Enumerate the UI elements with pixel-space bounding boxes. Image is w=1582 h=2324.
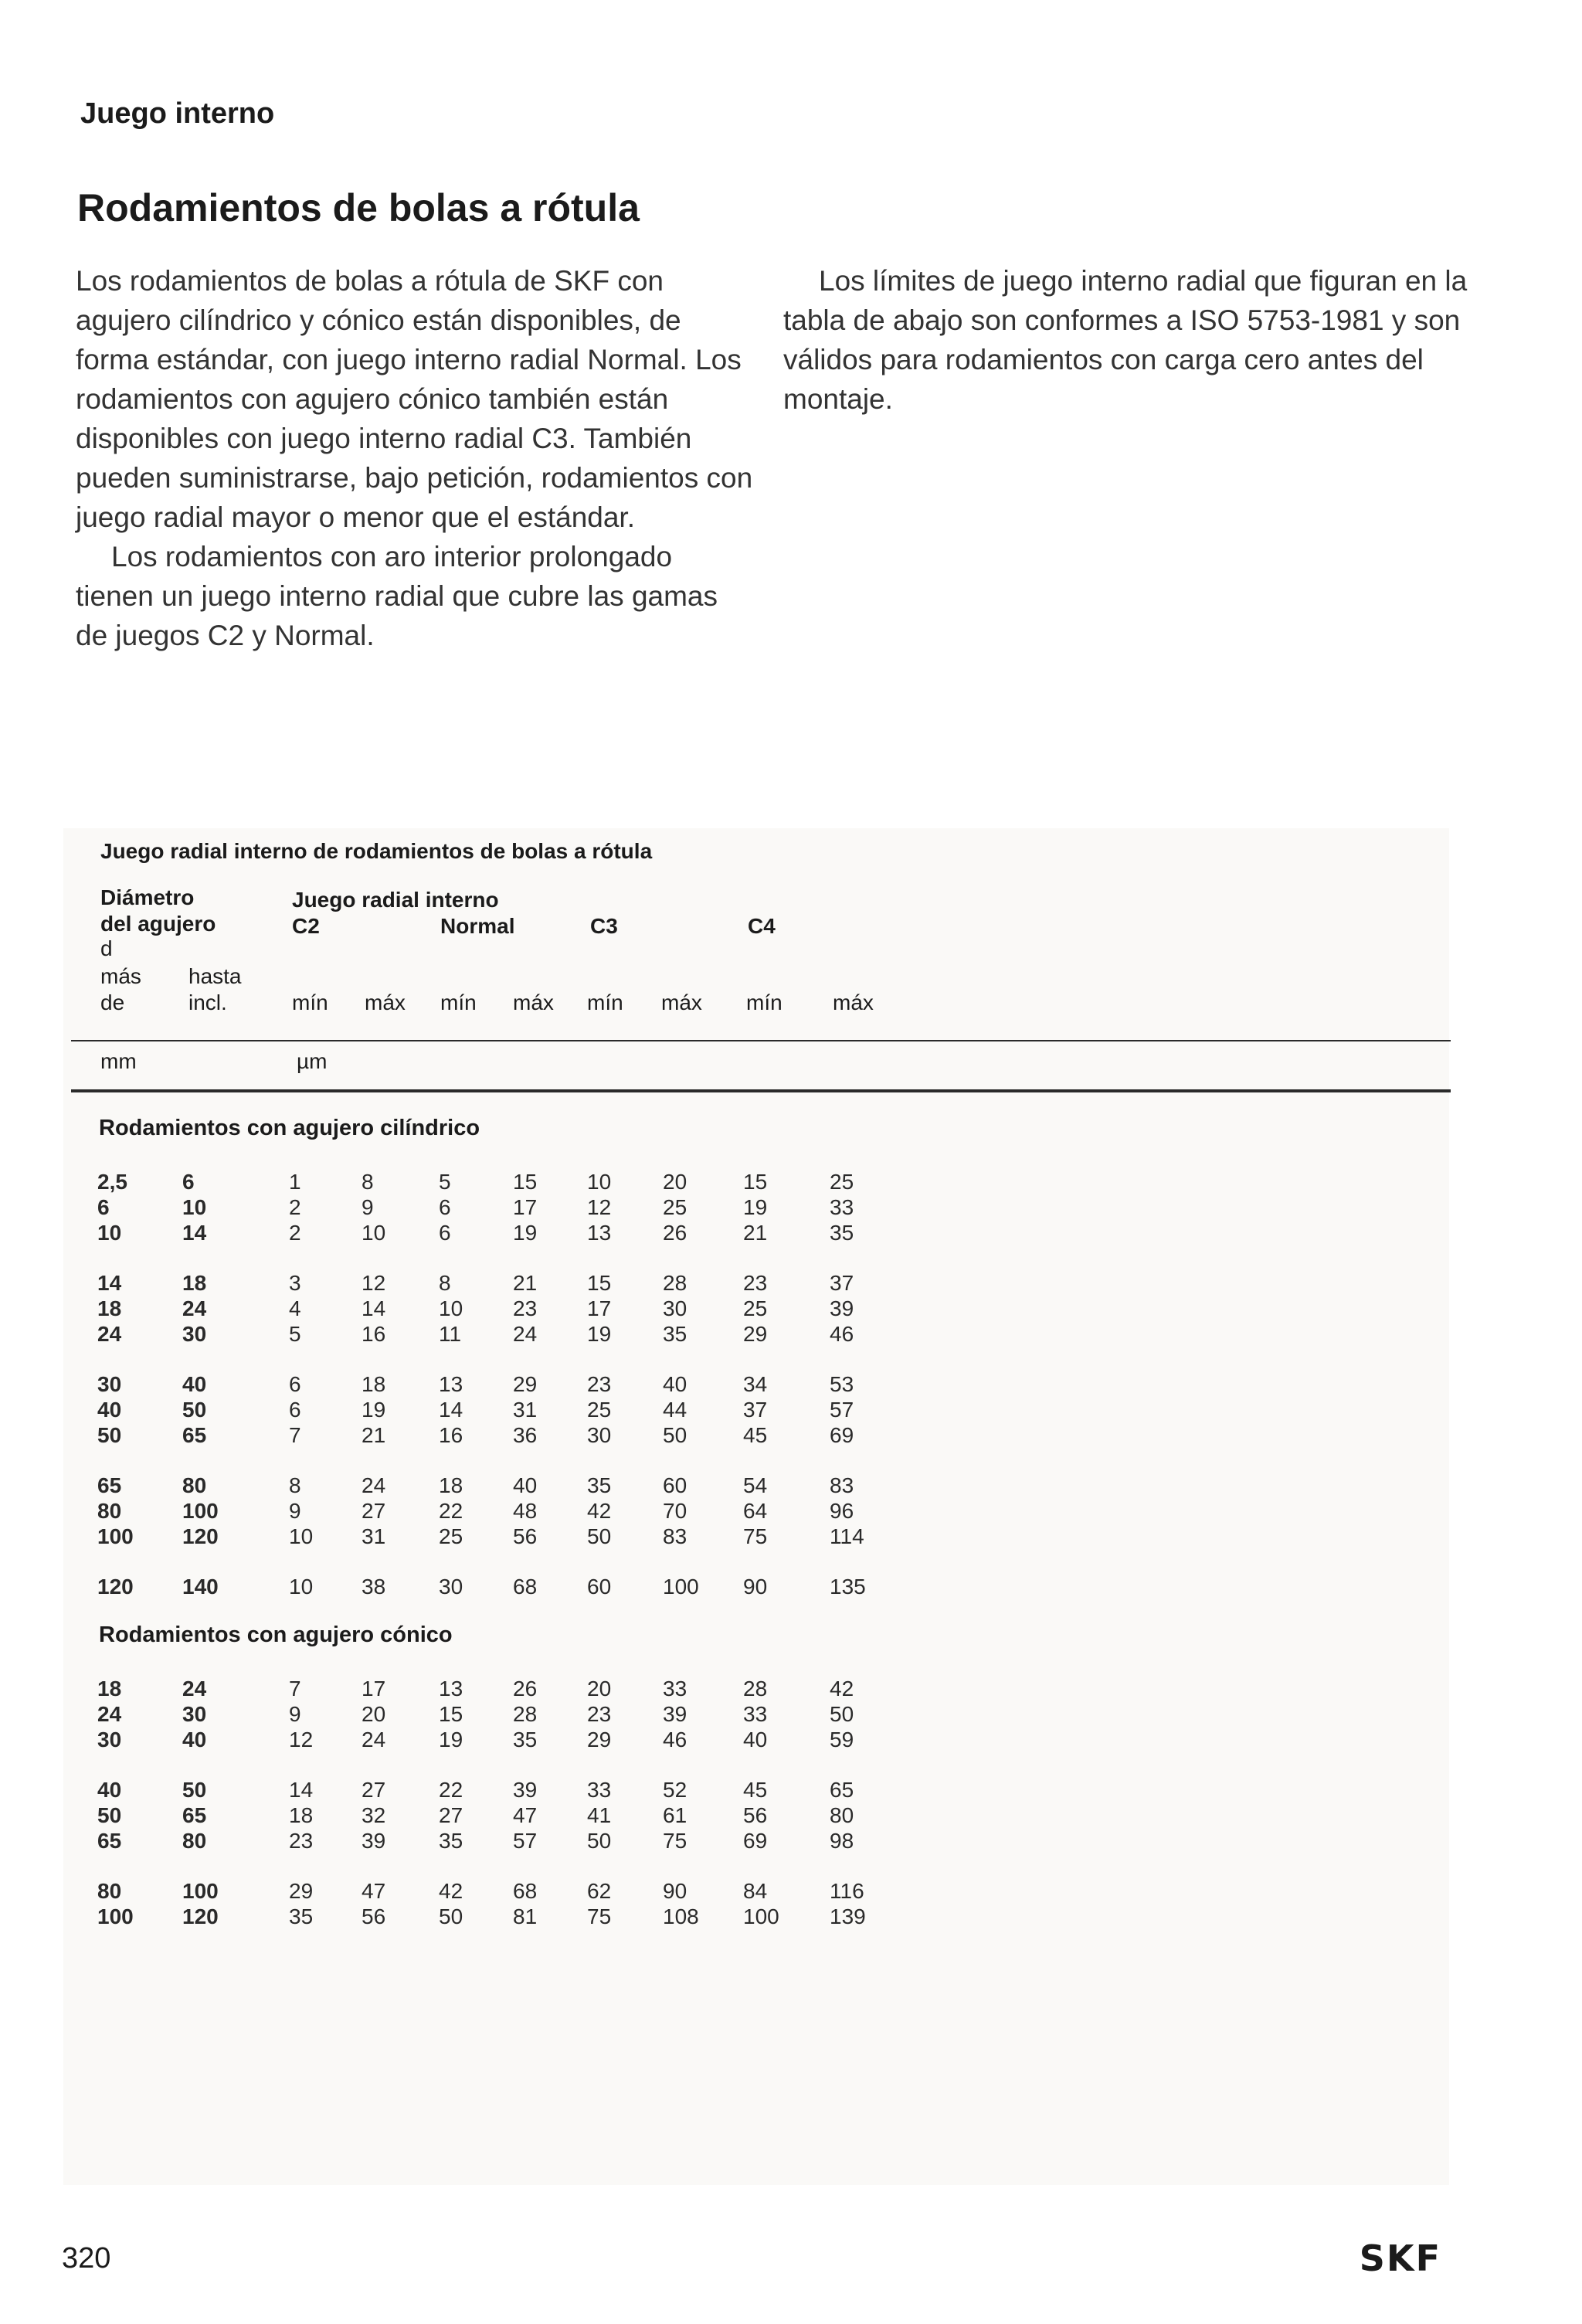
clearance-cell: 10 [289, 1524, 314, 1548]
clearance-cell: 29 [289, 1879, 314, 1903]
clearance-cell: 50 [663, 1423, 687, 1447]
clearance-cell: 40 [513, 1473, 538, 1497]
table-title: Juego radial interno de rodamientos de bolas a rótula [100, 839, 653, 863]
clearance-cell: 20 [663, 1170, 687, 1194]
clearance-cell: 60 [587, 1575, 612, 1599]
clearance-cell: 52 [663, 1778, 687, 1802]
clearance-cell: 2 [289, 1195, 301, 1219]
bore-diameter-cell: 65 [182, 1803, 207, 1827]
bore-diameter-cell: 24 [97, 1322, 122, 1346]
header-subcolumn: máx [513, 990, 554, 1014]
header-subcolumn: mín [292, 990, 328, 1014]
clearance-cell: 23 [513, 1296, 538, 1320]
clearance-cell: 3 [289, 1271, 301, 1295]
clearance-cell: 36 [513, 1423, 538, 1447]
clearance-cell: 80 [830, 1803, 854, 1827]
header-clearance: Juego radial interno [292, 888, 499, 912]
clearance-cell: 114 [830, 1524, 864, 1548]
clearance-cell: 28 [663, 1271, 687, 1295]
clearance-cell: 8 [439, 1271, 451, 1295]
clearance-cell: 90 [663, 1879, 687, 1903]
clearance-cell: 47 [362, 1879, 386, 1903]
clearance-cell: 69 [830, 1423, 854, 1447]
clearance-cell: 33 [663, 1677, 687, 1701]
clearance-cell: 15 [743, 1170, 768, 1194]
clearance-cell: 19 [743, 1195, 768, 1219]
bore-diameter-cell: 40 [97, 1778, 122, 1802]
clearance-cell: 35 [830, 1221, 854, 1245]
clearance-cell: 50 [587, 1829, 612, 1853]
section-heading: Rodamientos con agujero cónico [99, 1622, 453, 1647]
header-group-normal: Normal [440, 914, 515, 938]
bore-diameter-cell: 80 [182, 1829, 207, 1853]
header-subcolumn: mín [587, 990, 623, 1014]
bore-diameter-cell: 30 [182, 1322, 207, 1346]
clearance-cell: 7 [289, 1677, 301, 1701]
bore-diameter-cell: 18 [97, 1296, 122, 1320]
bore-diameter-cell: 80 [97, 1499, 122, 1523]
bore-diameter-cell: 40 [182, 1728, 207, 1751]
bore-diameter-cell: 30 [97, 1372, 122, 1396]
clearance-cell: 15 [513, 1170, 538, 1194]
clearance-cell: 29 [587, 1728, 612, 1751]
clearance-cell: 30 [663, 1296, 687, 1320]
clearance-cell: 42 [830, 1677, 854, 1701]
clearance-cell: 48 [513, 1499, 538, 1523]
clearance-cell: 9 [289, 1499, 301, 1523]
clearance-cell: 23 [743, 1271, 768, 1295]
clearance-cell: 16 [439, 1423, 463, 1447]
bore-diameter-cell: 24 [97, 1702, 122, 1726]
clearance-cell: 6 [289, 1398, 301, 1422]
intro-paragraph: Los rodamientos con aro interior prolongado tienen un juego interno radial que cubre las gamas de juegos C2 y Normal. [76, 541, 718, 651]
clearance-cell: 22 [439, 1778, 463, 1802]
clearance-cell: 37 [830, 1271, 854, 1295]
clearance-cell: 38 [362, 1575, 386, 1599]
clearance-cell: 35 [513, 1728, 538, 1751]
clearance-cell: 28 [513, 1702, 538, 1726]
clearance-cell: 10 [439, 1296, 463, 1320]
clearance-cell: 14 [439, 1398, 463, 1422]
bore-diameter-cell: 30 [97, 1728, 122, 1751]
clearance-cell: 47 [513, 1803, 538, 1827]
clearance-cell: 6 [289, 1372, 301, 1396]
section-heading: Rodamientos con agujero cilíndrico [99, 1116, 480, 1140]
bore-diameter-cell: 50 [97, 1423, 122, 1447]
section-label: Juego interno [80, 97, 275, 130]
bore-diameter-cell: 10 [97, 1221, 122, 1245]
clearance-cell: 100 [743, 1904, 779, 1928]
clearance-cell: 10 [587, 1170, 612, 1194]
header-incl: incl. [188, 990, 227, 1014]
clearance-cell: 35 [663, 1322, 687, 1346]
clearance-cell: 45 [743, 1423, 768, 1447]
clearance-cell: 26 [663, 1221, 687, 1245]
clearance-cell: 33 [587, 1778, 612, 1802]
clearance-cell: 98 [830, 1829, 854, 1853]
bore-diameter-cell: 40 [182, 1372, 207, 1396]
header-group-c4: C4 [748, 914, 776, 938]
clearance-cell: 39 [830, 1296, 854, 1320]
clearance-cell: 15 [439, 1702, 463, 1726]
clearance-cell: 25 [830, 1170, 854, 1194]
clearance-cell: 40 [663, 1372, 687, 1396]
header-group-c3: C3 [590, 914, 618, 938]
clearance-cell: 21 [743, 1221, 768, 1245]
clearance-cell: 11 [439, 1322, 462, 1346]
clearance-cell: 1 [289, 1170, 301, 1194]
clearance-cell: 26 [513, 1677, 538, 1701]
clearance-cell: 57 [830, 1398, 854, 1422]
clearance-cell: 25 [439, 1524, 463, 1548]
bore-diameter-cell: 50 [182, 1398, 207, 1422]
intro-right-column [783, 261, 1478, 419]
clearance-cell: 16 [362, 1322, 386, 1346]
intro-paragraph: Los rodamientos de bolas a rótula de SKF con agujero cilíndrico y cónico están disponibles, de forma estándar, con juego interno radial Normal. Los rodamientos con agujero cónico también están disponibles con juego interno radial C3. También pueden suministrarse, bajo petición, rodamientos con juego radial mayor o menor que el estándar. [76, 265, 753, 533]
clearance-cell: 39 [513, 1778, 538, 1802]
clearance-cell: 5 [289, 1322, 301, 1346]
clearance-cell: 108 [663, 1904, 699, 1928]
clearance-cell: 70 [663, 1499, 687, 1523]
clearance-cell: 31 [513, 1398, 538, 1422]
clearance-cell: 50 [587, 1524, 612, 1548]
bore-diameter-cell: 14 [97, 1271, 122, 1295]
bore-diameter-cell: 100 [97, 1904, 134, 1928]
clearance-cell: 24 [362, 1473, 386, 1497]
clearance-cell: 27 [439, 1803, 463, 1827]
bore-diameter-cell: 50 [182, 1778, 207, 1802]
header-bore: del agujero [100, 912, 216, 936]
body-rule [71, 1089, 1451, 1092]
clearance-cell: 62 [587, 1879, 612, 1903]
header-diameter: Diámetro [100, 885, 195, 909]
clearance-cell: 35 [587, 1473, 612, 1497]
header-de: de [100, 990, 125, 1014]
clearance-cell: 19 [587, 1322, 612, 1346]
clearance-cell: 29 [513, 1372, 538, 1396]
clearance-cell: 135 [830, 1575, 866, 1599]
clearance-cell: 19 [439, 1728, 463, 1751]
clearance-cell: 9 [289, 1702, 301, 1726]
clearance-cell: 14 [289, 1778, 314, 1802]
clearance-cell: 90 [743, 1575, 768, 1599]
clearance-cell: 12 [587, 1195, 612, 1219]
clearance-cell: 19 [362, 1398, 386, 1422]
header-subcolumn: máx [365, 990, 406, 1014]
clearance-cell: 96 [830, 1499, 854, 1523]
clearance-cell: 81 [513, 1904, 538, 1928]
header-subcolumn: máx [661, 990, 702, 1014]
clearance-cell: 17 [513, 1195, 538, 1219]
clearance-cell: 39 [362, 1829, 386, 1853]
bore-diameter-cell: 100 [182, 1499, 219, 1523]
clearance-cell: 83 [830, 1473, 854, 1497]
bore-diameter-cell: 65 [97, 1473, 122, 1497]
clearance-cell: 9 [362, 1195, 374, 1219]
clearance-cell: 35 [289, 1904, 314, 1928]
clearance-cell: 20 [362, 1702, 386, 1726]
clearance-cell: 100 [663, 1575, 699, 1599]
clearance-cell: 18 [362, 1372, 386, 1396]
clearance-cell: 57 [513, 1829, 538, 1853]
clearance-cell: 28 [743, 1677, 768, 1701]
clearance-cell: 12 [289, 1728, 314, 1751]
clearance-cell: 35 [439, 1829, 463, 1853]
clearance-cell: 27 [362, 1499, 386, 1523]
bore-diameter-cell: 120 [97, 1575, 134, 1599]
clearance-cell: 31 [362, 1524, 386, 1548]
page-title: Rodamientos de bolas a rótula [77, 186, 640, 229]
clearance-cell: 30 [587, 1423, 612, 1447]
bore-diameter-cell: 24 [182, 1296, 207, 1320]
clearance-cell: 6 [439, 1195, 451, 1219]
clearance-cell: 6 [439, 1221, 451, 1245]
clearance-cell: 13 [587, 1221, 612, 1245]
bore-diameter-cell: 24 [182, 1677, 207, 1701]
bore-diameter-cell: 30 [182, 1702, 207, 1726]
clearance-cell: 37 [743, 1398, 768, 1422]
clearance-cell: 75 [587, 1904, 612, 1928]
clearance-cell: 2 [289, 1221, 301, 1245]
bore-diameter-cell: 14 [182, 1221, 207, 1245]
clearance-cell: 18 [289, 1803, 314, 1827]
clearance-cell: 8 [289, 1473, 301, 1497]
clearance-cell: 20 [587, 1677, 612, 1701]
clearance-cell: 116 [830, 1879, 864, 1903]
clearance-cell: 54 [743, 1473, 768, 1497]
header-mas: más [100, 964, 141, 988]
header-group-c2: C2 [292, 914, 320, 938]
clearance-cell: 139 [830, 1904, 866, 1928]
clearance-cell: 23 [289, 1829, 314, 1853]
header-hasta: hasta [188, 964, 242, 988]
clearance-cell: 83 [663, 1524, 687, 1548]
clearance-cell: 56 [362, 1904, 386, 1928]
clearance-cell: 25 [663, 1195, 687, 1219]
clearance-cell: 69 [743, 1829, 768, 1853]
bore-diameter-cell: 40 [97, 1398, 122, 1422]
bore-diameter-cell: 65 [97, 1829, 122, 1853]
header-subcolumn: máx [833, 990, 874, 1014]
clearance-cell: 41 [587, 1803, 612, 1827]
clearance-cell: 8 [362, 1170, 374, 1194]
clearance-cell: 21 [513, 1271, 538, 1295]
clearance-cell: 68 [513, 1879, 538, 1903]
clearance-cell: 60 [663, 1473, 687, 1497]
clearance-cell: 4 [289, 1296, 301, 1320]
clearance-cell: 13 [439, 1677, 463, 1701]
skf-logo: SKF [1359, 2237, 1441, 2279]
bore-diameter-cell: 80 [97, 1879, 122, 1903]
clearance-cell: 22 [439, 1499, 463, 1523]
bore-diameter-cell: 50 [97, 1803, 122, 1827]
header-d-symbol: d [100, 936, 113, 960]
bore-diameter-cell: 120 [182, 1904, 219, 1928]
bore-diameter-cell: 80 [182, 1473, 207, 1497]
bore-diameter-cell: 18 [97, 1677, 122, 1701]
header-subcolumn: mín [746, 990, 783, 1014]
clearance-cell: 25 [587, 1398, 612, 1422]
clearance-cell: 46 [663, 1728, 687, 1751]
clearance-cell: 25 [743, 1296, 768, 1320]
clearance-cell: 53 [830, 1372, 854, 1396]
clearance-cell: 42 [587, 1499, 612, 1523]
clearance-cell: 42 [439, 1879, 463, 1903]
bore-diameter-cell: 65 [182, 1423, 207, 1447]
clearance-cell: 24 [513, 1322, 538, 1346]
header-subcolumn: mín [440, 990, 477, 1014]
clearance-cell: 15 [587, 1271, 612, 1295]
header-rule [71, 1040, 1451, 1041]
bore-diameter-cell: 100 [182, 1879, 219, 1903]
clearance-cell: 7 [289, 1423, 301, 1447]
clearance-cell: 23 [587, 1372, 612, 1396]
clearance-cell: 40 [743, 1728, 768, 1751]
clearance-cell: 50 [439, 1904, 463, 1928]
clearance-cell: 56 [743, 1803, 768, 1827]
bore-diameter-cell: 6 [182, 1170, 195, 1194]
clearance-cell: 14 [362, 1296, 386, 1320]
clearance-cell: 17 [587, 1296, 612, 1320]
bore-diameter-cell: 6 [97, 1195, 110, 1219]
clearance-cell: 68 [513, 1575, 538, 1599]
clearance-cell: 13 [439, 1372, 463, 1396]
clearance-cell: 44 [663, 1398, 687, 1422]
clearance-cell: 39 [663, 1702, 687, 1726]
clearance-cell: 50 [830, 1702, 854, 1726]
unit-micrometre: µm [297, 1049, 328, 1073]
clearance-cell: 75 [663, 1829, 687, 1853]
clearance-cell: 75 [743, 1524, 768, 1548]
clearance-cell: 12 [362, 1271, 386, 1295]
clearance-cell: 59 [830, 1728, 854, 1751]
clearance-cell: 24 [362, 1728, 386, 1751]
clearance-cell: 32 [362, 1803, 386, 1827]
bore-diameter-cell: 18 [182, 1271, 207, 1295]
clearance-cell: 29 [743, 1322, 768, 1346]
clearance-cell: 10 [289, 1575, 314, 1599]
unit-mm: mm [100, 1049, 137, 1073]
clearance-cell: 46 [830, 1322, 854, 1346]
intro-left-column [76, 261, 755, 655]
clearance-cell: 33 [830, 1195, 854, 1219]
clearance-cell: 23 [587, 1702, 612, 1726]
clearance-cell: 18 [439, 1473, 463, 1497]
bore-diameter-cell: 120 [182, 1524, 219, 1548]
clearance-cell: 17 [362, 1677, 386, 1701]
clearance-cell: 65 [830, 1778, 854, 1802]
clearance-cell: 27 [362, 1778, 386, 1802]
bore-diameter-cell: 140 [182, 1575, 219, 1599]
clearance-cell: 5 [439, 1170, 451, 1194]
bore-diameter-cell: 2,5 [97, 1170, 127, 1194]
clearance-cell: 45 [743, 1778, 768, 1802]
bore-diameter-cell: 10 [182, 1195, 207, 1219]
bore-diameter-cell: 100 [97, 1524, 134, 1548]
page-number: 320 [62, 2242, 111, 2275]
clearance-cell: 56 [513, 1524, 538, 1548]
clearance-cell: 30 [439, 1575, 463, 1599]
clearance-cell: 64 [743, 1499, 768, 1523]
clearance-cell: 84 [743, 1879, 768, 1903]
clearance-cell: 10 [362, 1221, 386, 1245]
intro-paragraph: Los límites de juego interno radial que figuran en la tabla de abajo son conformes a ISO 5753-1981 y son válidos para rodamientos con carga cero antes del montaje. [783, 265, 1468, 415]
clearance-cell: 21 [362, 1423, 386, 1447]
clearance-cell: 61 [663, 1803, 687, 1827]
clearance-cell: 33 [743, 1702, 768, 1726]
clearance-cell: 19 [513, 1221, 538, 1245]
clearance-cell: 34 [743, 1372, 768, 1396]
